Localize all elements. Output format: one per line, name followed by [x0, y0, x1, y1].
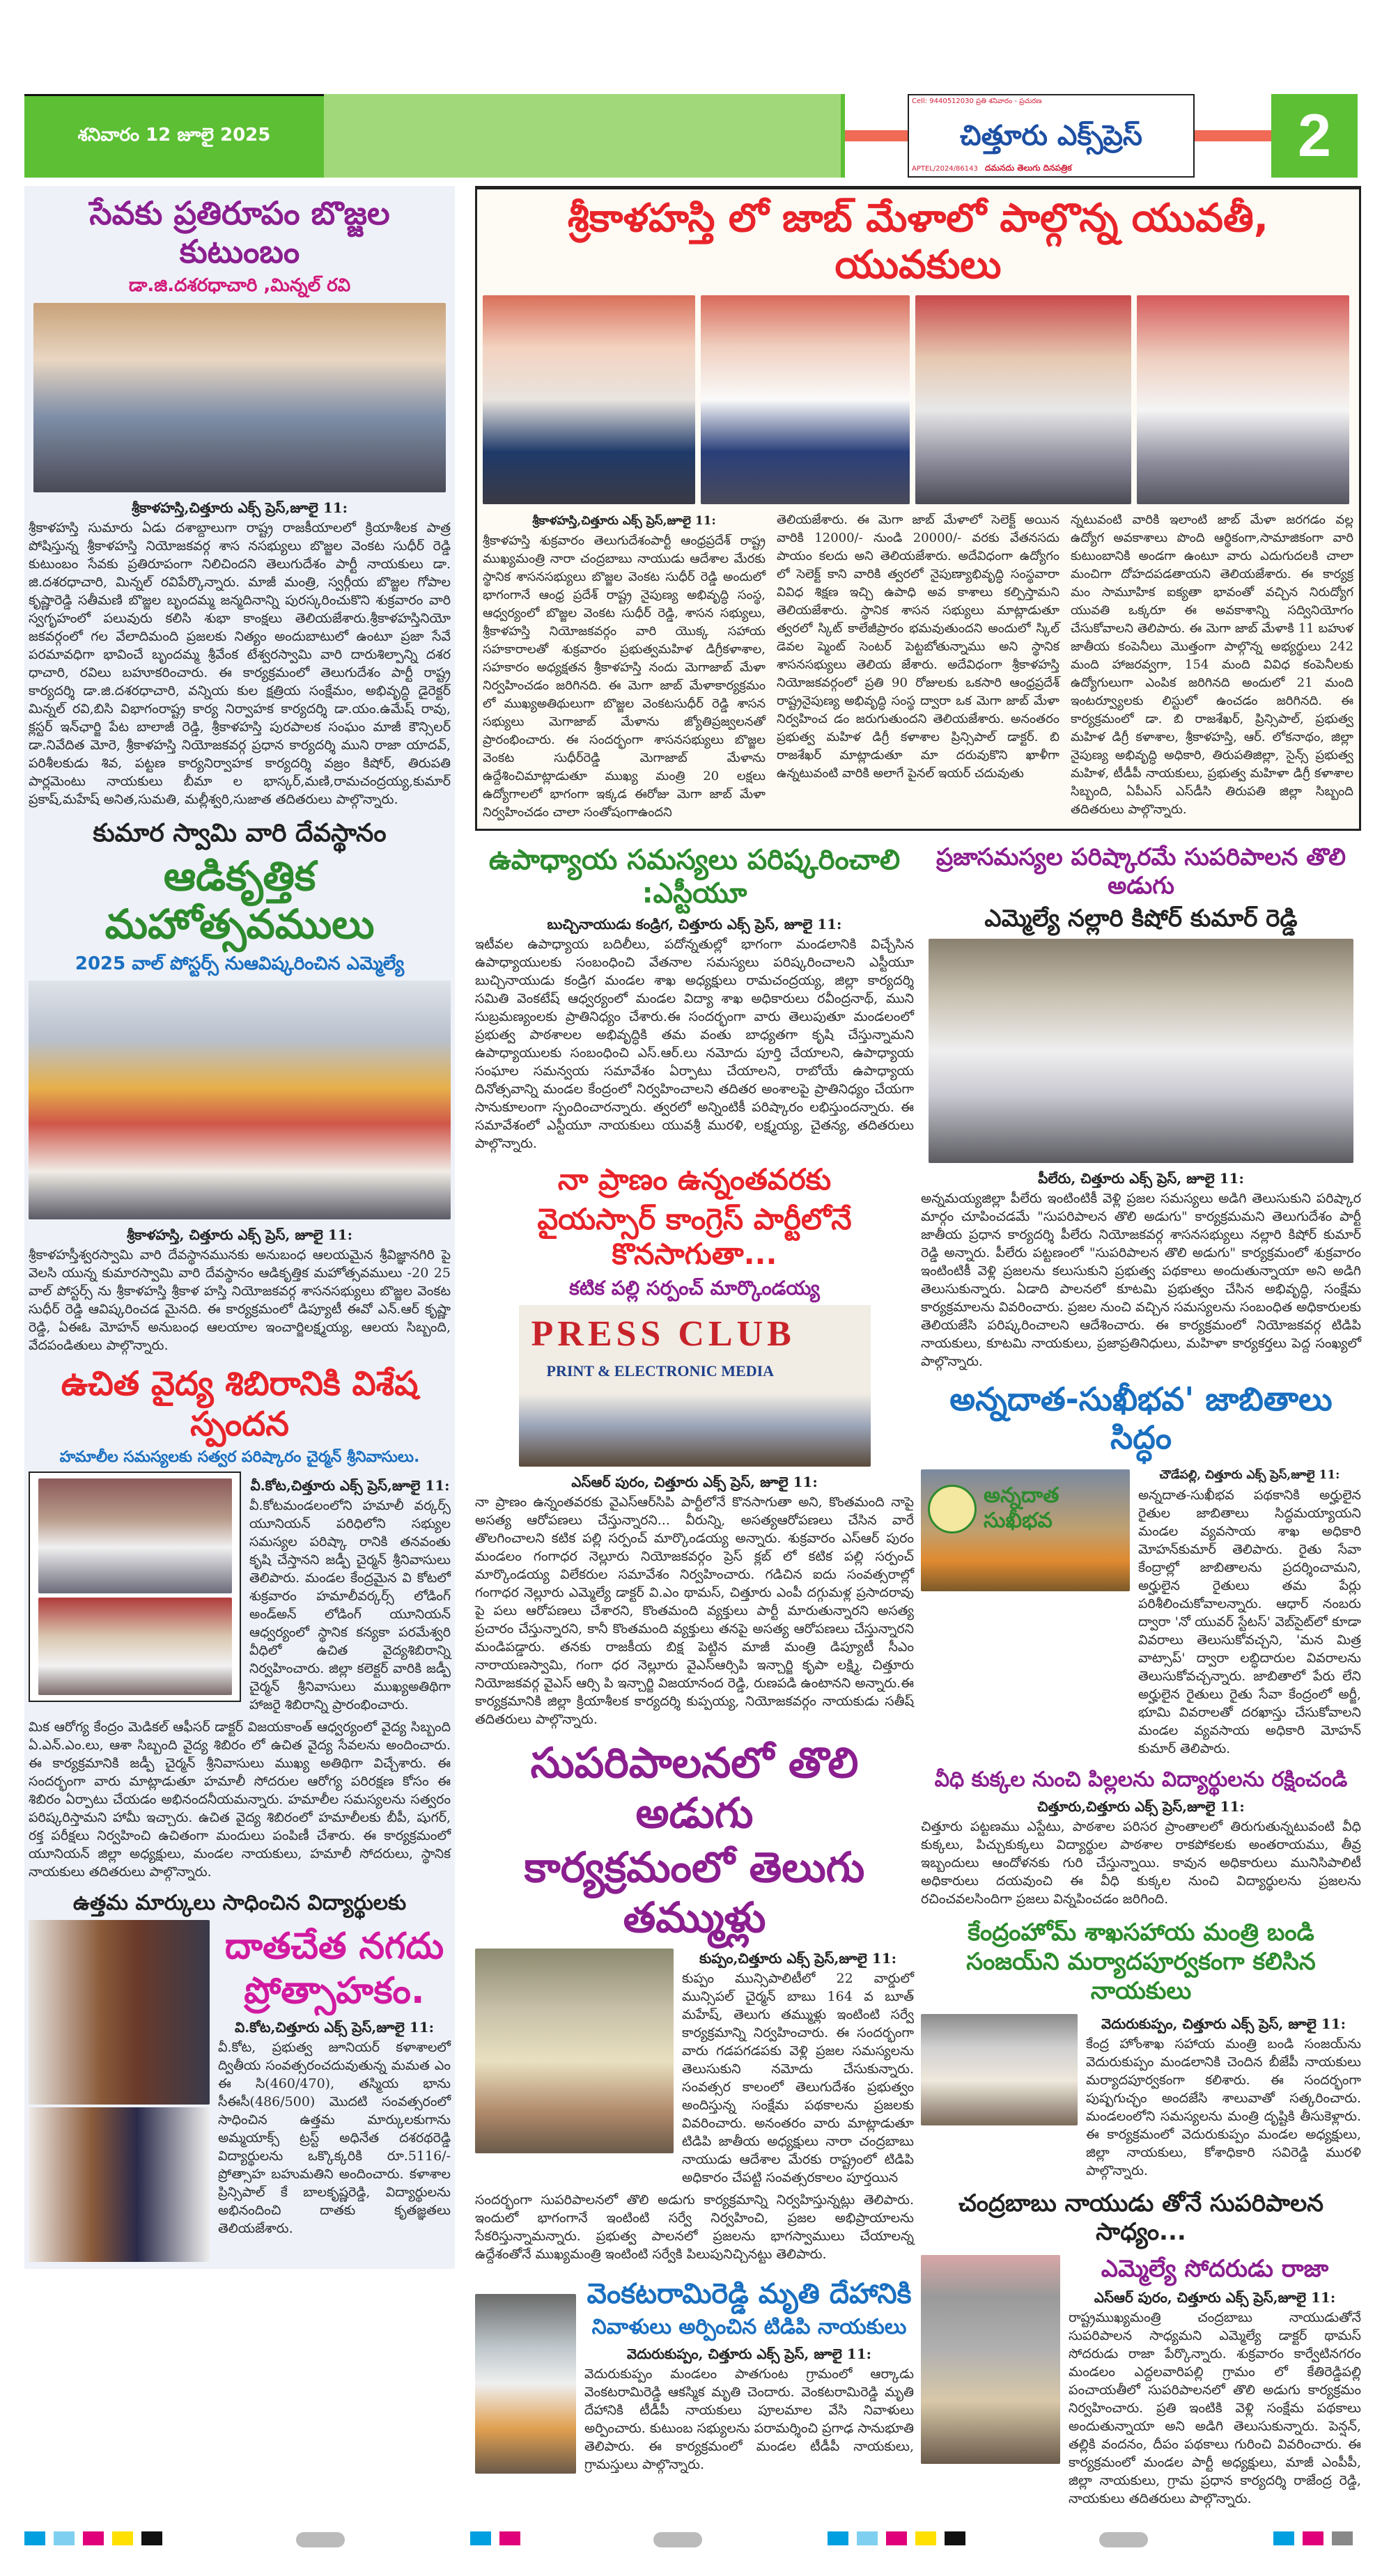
- annadata-sukhibhava-logo: [921, 1469, 1130, 1591]
- registration-marks-mid-left: [470, 2531, 529, 2548]
- dateline: వి.కోట,చిత్తూరు ఎక్స్ ప్రెస్,జూలై 11:: [235, 2018, 434, 2036]
- photo-medical-camp: [38, 1598, 232, 1695]
- kicker: ఉత్తమ మార్కులు సాధించిన విద్యార్థులకు: [72, 1890, 407, 1915]
- article-bojjala: [29, 194, 451, 809]
- photo-cheque-handover-1: [29, 1920, 210, 2105]
- right-column: [921, 839, 1361, 2517]
- article-body: వీ.కోటమండలంలోని హమాలీ వర్కర్స్ యూనియన్ పరిధిలోని సభ్యుల సమస్యల పరిష్కా రానికి తనవంతు కృషి చేస్తానని జడ్పీ చైర్మన్ శ్రీనివాసులు తెలిపారు. మండల కేంద్రమైన వి కోటలో శుక్రవారం హమాలీవర్కర్స్ లోడింగ్ అండ్అన్ లోడింగ్ యూనియన్ ఆధ్వర్యంలో స్థానిక కన్యకా పరమేశ్వరి వీధిలో ఉచిత వైద్యశిబిరాన్ని నిర్వహించారు. జిల్లా కలెక్టర్ వారికి జడ్పీ చైర్మన్ శ్రీనివాసులు ముఖ్యఅతిథిగా హాజరై శిబిరాన్ని ప్రారంభించారు.: [249, 1497, 451, 1712]
- photo-frame: [29, 1472, 241, 1702]
- logo-tagline: దమనదు తెలుగు దినపత్రిక: [984, 163, 1072, 173]
- headline: వెంకటరామిరెడ్డి మృతి దేహానికి: [587, 2278, 912, 2311]
- dateline: వీ.కోట,చిత్తూరు ఎక్స్ ప్రెస్,జూలై 11:: [250, 1476, 450, 1494]
- photo-job-mela-4: [1137, 295, 1349, 504]
- article-body-col1: శ్రీకాళహస్తి శుక్రవారం తెలుగుదేశంపార్టీ ఆంధ్రప్రదేశ్ రాష్ట్ర ముఖ్యమంత్రి నారా చంద్రబాబు నాయుడు ఆదేశాల మేరకు స్థానిక శాసనసభ్యులు బొజ్జల వెంకట సుధీర్ రెడ్డి అందులో భాగంగానే ఆంధ్ర ప్రదేశ్ రాష్ట్ర నైపుణ్య అభివృద్ధి సంస్థ, ఆధ్వర్యంలో బొజ్జల వెంకట సుధీర్ రెడ్డి, శాసన సభ్యులు, శ్రీకాళహస్తి నియోజకవర్గం వారి యొక్క సహాయ సహకారాలతో శుక్రవారం ప్రభుత్వమహిళ డిగ్రీకళాశాల, సహకారం అధ్యక్షతన శ్రీకాళహస్తి నందు మెగాజాబ్ మేళా నిర్వహించడం జరిగినది. ఈ మెగా జాబ్ మేళాకార్యక్రమం లో ముఖ్యఅతిథులుగా బొజ్జల వెంకటసుధీర్ రెడ్డి శాసన సభ్యులు మెగాజాబ్ మేళాను జ్యోతిప్రజ్వలనతో ప్రారంభించారు. ఈ సందర్భంగా శాసనసభ్యులు బొజ్జల వెంకట సుధీర్‌రెడ్డి మెగాజాబ్ మేళాను ఉద్దేశించిమాట్లాడుతూ ముఖ్య మంత్రి 20 లక్షలు ఉద్యోగాలలో భాగంగా ఇక్కడ ఈరోజు మెగా జాబ్ మేళా నిర్వహించడం చాలా సంతోషంగాఉందని: [483, 533, 766, 820]
- article-body-continued: మిక ఆరోగ్య కేంద్రం మెడికల్ ఆఫీసర్ డాక్టర్ విజయకాంత్ ఆధ్వర్యంలో వైద్య సిబ్బంది ఏ.ఎన్.ఎం.లు, ఆశా సిబ్బంది వైద్య శిబిరం లో ఉచిత వైద్య సేవలను అందించారు. ఈ కార్యక్రమానికి జడ్పీ చైర్మన్ శ్రీనివాసులు ముఖ్య అతిథిగా విచ్చేశారు. ఈ సందర్భంగా వారు మాట్లాడుతూ హమాలీ సోదరుల ఆరోగ్య పరిరక్షణ కోసం ఈ శిబిరం ఏర్పాటు చేయడం అభినందనీయమన్నారు. హమాలీల సమస్యలను సత్వరం పరిష్కరిస్తామని హామీ ఇచ్చారు. ఉచిత వైద్య శిబిరంలో హమాలీలకు బీపీ, షుగర్, రక్త పరీక్షలు నిర్వహించి ఉచితంగా మందులు పంపిణీ చేశారు. ఈ కార్యక్రమంలో యూనియన్ జిల్లా అధ్యక్షులు, మండల నాయకులు, హమాలీ సోదరులు, స్థానిక నాయకులు తదితరులు పాల్గొన్నారు.: [29, 1719, 451, 1880]
- headline-line1: సుపరిపాలనలో తొలి అడుగు: [530, 1739, 859, 1839]
- dateline: బుచ్చినాయుడు కండ్రిగ, చిత్తూరు ఎక్స్ ప్రెస్, జూలై 11:: [547, 916, 842, 933]
- kicker: కుమార స్వామి వారి దేవస్థానం: [93, 818, 387, 848]
- article-body: ఇటీవల ఉపాధ్యాయ బదిలీలు, పదోన్నతుల్లో భాగంగా మండలానికి విచ్చేసిన ఉపాధ్యాయులకు సంబంధించి వేతనాల సమస్యలు పరిష్కరించాలని ఎస్టీయూ బుచ్చినాయుడు కండ్రిగ మండల శాఖ అధ్యక్షులు రామచంద్రయ్య, జిల్లా కార్యదర్శి సమితి వెంకటేష్ ఆధ్వర్యంలో మండల విద్యా శాఖ అధికారులు రవీంద్రనాథ్, ముని సుబ్రమణ్యంలకు ప్రాతినిధ్యం చేశారు.ఈ సందర్భంగా వారు తెలుపుతూ మండలంలో ప్రభుత్వ పాఠశాలల అభివృద్ధికి తమ వంతు బాధ్యతగా కృషి చేస్తున్నామని ఉపాధ్యాయులకు సంబంధించి ఎస్.ఆర్.లు నమోదు పూర్తి చేయాలని, ఉపాధ్యాయ సంఘాల సమన్వయ సమావేశం ఏర్పాటు చేయాలని, రాబోయే ఉపాధ్యాయ దినోత్సవాన్ని మండల కేంద్రంలో నిర్వహించాలని తదితర అంశాలపై ప్రాతినిధ్యం చేయగా సానుకూలంగా స్పందించారన్నారు. త్వరలో అన్నింటికీ పరిష్కారం లభిస్తుందన్నారు. ఈ సమావేశంలో ఎస్టీయూ నాయకులు యువశ్రీ మురళి, లక్ష్మయ్య, చైతన్య, తదితరులు పాల్గొన్నారు.: [475, 937, 914, 1152]
- dateline: వెదురుకుప్పం, చిత్తూరు ఎక్స్ ప్రెస్, జూలై 11:: [1101, 2015, 1346, 2033]
- dateline: కుప్పం,చిత్తూరు ఎక్స్ ప్రెస్,జూలై 11:: [699, 1950, 897, 1967]
- article-medical-camp: [29, 1364, 451, 1881]
- article-body-col2: తెలియజేశారు. ఈ మెగా జాబ్ మేళాలో సెలెక్ట్ అయిన వారికి 12000/- నుండి 20000/- వరకు వేతనసదు పాయం కలదు అని తెలియజేశారు. అదేవిధంగా ఉద్యోగం లో సెలెక్ట్ కాని వారికి త్వరలో నైపుణ్యాభివృద్ధి సంస్థవారా వివిధ శిక్షణ ఇచ్చి ఉపాధి అవ కాశాలు కల్పిస్తామని తెలియజేశారు. స్థానిక శాసన సభ్యులు మాట్లాడుతూ త్వరలో స్కిట్ కాలేజీప్రారం భమవుతుందని అందులో స్కిల్ డెవల ప్మెంట్ సెంటర్ పెట్టబోతున్నాము అని స్థానిక శాసనసభ్యులు తెలియ జేశారు. అదేవిధంగా శ్రీకాళహస్తి నియోజకవర్గంలో ప్రతి 90 రోజులకు ఒకసారి ఆంధ్రప్రదేశ్ రాష్ట్రనైపుణ్య అభివృద్ధి సంస్థ ద్వారా ఒక మెగా జాబ్ మేళా నిర్వహించ డం జరుగుతుందని తెలియజేశారు. అనంతరం ప్రభుత్వ మహిళ డిగ్రీ కళాశాల ప్రిన్సిపాల్ డాక్టర్. బి రాజశేఖర్ మాట్లాడుతూ మా దరువుకొని ఖాళీగా ఉన్నటువంటి వారికి అలాగే పైనల్ ఇయర్ చదువుతు: [777, 513, 1059, 781]
- headline-line2: కార్యక్రమంలో తెలుగు తమ్ముళ్లు: [524, 1843, 865, 1943]
- page-number: 2: [1298, 102, 1331, 169]
- headline: ప్రజాసమస్యల పరిష్కారమే సుపరిపాలన తొలి అడుగు: [935, 843, 1346, 900]
- article-bandi-sanjay: [921, 1918, 1361, 2180]
- registration-marks-mid-right: [828, 2531, 974, 2548]
- registration-pill-1: [296, 2532, 345, 2547]
- photo-door-to-door-survey: [475, 1949, 674, 2153]
- dateline: చిత్తూరు,చిత్తూరు ఎక్స్ ప్రెస్,జూలై 11:: [1037, 1798, 1245, 1816]
- logo-registration: APTEL/2024/86143: [912, 165, 978, 173]
- article-job-mela: [475, 186, 1361, 831]
- headline: అన్నదాత-సుఖీభవ' జాబితాలు సిద్ధం: [949, 1380, 1333, 1456]
- article-chandrababu: [921, 2189, 1361, 2507]
- banner-title: PRESS CLUB: [531, 1314, 795, 1355]
- subheadline: డా.జి.దశరధాచారి ,మిన్నల్ రవి: [128, 275, 351, 297]
- headline: ఉపాధ్యాయ సమస్యలు పరిష్కరించాలి :ఎస్టీయూ: [488, 844, 901, 910]
- headline: ఆడికృత్తిక మహోత్సవములు: [104, 852, 375, 949]
- subheadline: నివాళులు అర్పించిన టిడిపి నాయకులు: [591, 2315, 907, 2340]
- article-body: నా ప్రాణం ఉన్నంతవరకు వైఎస్ఆర్‌సిపి పార్టీలోనే కొనసాగుతా అని, కొంతమంది నాపై అసత్య ఆరోపణలు చేస్తున్నారని... వీరున్ని, అసత్యఆరోపణలు చేసిన వారే తొలగించాలని కటిక పల్లి సర్పంచ్ మార్కొండయ్య అన్నారు. శుక్రవారం ఎస్ఆర్ పురం మండలం గంగాధర నెల్లూరు నియోజకవర్గం ప్రెస్ క్లబ్ లో కటిక పల్లి సర్పంచ్ మార్కొండయ్య విలేకరుల సమావేశం నిర్వహించారు. గడిచిన ఐదు సంవత్సరాల్లో గంగాధర నెల్లూరు ఎమ్మెల్యే డాక్టర్ వి.ఎం థామస్, చిత్తూరు ఎంపీ దగ్గుమళ్ల ప్రసాదరావు పై పలు ఆరోపణలు చేశారని, కొంతమంది వ్యక్తులు పార్టీ మారుతున్నారని అసత్య ప్రచారం చేస్తున్నారని, కానీ కొంతమంది వ్యక్తులు తనపై అసత్య ఆరోపణలు చేస్తున్నారని మండిపడ్డారు. తనకు రాజకీయ బిక్ష పెట్టిన మాజీ మంత్రి డిప్యూటీ సీఎం నారాయణస్వామి, గంగా ధర నెల్లూరు వైఎస్ఆర్సిపి ఇన్చార్జి కృపా లక్ష్మి, చిత్తూరు నియోజకవర్గ వైఎస్ ఆర్సి పి ఇన్చార్జి విజయానంద రెడ్డి, రుణపడి ఉంటానని అన్నారు.ఈ కార్యక్రమానికి జిల్లా క్రియాశీలక కార్యదర్శి కుప్పయ్య, నియోజకవర్గం నాయకుడు సతీష్ తదితరులు పాల్గొన్నారు.: [475, 1494, 914, 1728]
- photo-cheque-handover-2: [29, 2107, 210, 2262]
- dateline: చౌడేపల్లి, చిత్తూరు ఎక్స్ ప్రెస్,జూలై 11:: [1159, 1468, 1340, 1483]
- article-body: అన్నదాత-సుఖీభవ పథకానికి అర్హులైన రైతుల జాబితాలు సిద్ధమయ్యాయని మండల వ్యవసాయ శాఖ అధికారి మోహన్‌కుమార్ తెలిపారు. రైతు సేవా కేంద్రాల్లో జాబితాలను ప్రదర్శించామని, అర్హులైన రైతులు తమ పేర్లు పరిశీలించుకోవాలన్నారు. ఆధార్ నంబరు ద్వారా 'నో యువర్ స్టేటస్' వెబ్‌సైట్‌లో కూడా వివరాలు తెలుసుకోవచ్చని, 'మన మిత్ర వాట్సాప్' ద్వారా లబ్ధిదారుల వివరాలను తెలుసుకోవచ్చన్నారు. జాబితాలో పేరు లేని అర్హులైన రైతులు రైతు సేవా కేంద్రంలో అర్జీ, భూమి వివరాలతో దరఖాస్తు చేసుకోవాలని మండల వ్యవసాయ అధికారి మోహన్ కుమార్ తెలిపారు.: [1138, 1488, 1361, 1757]
- issue-date: శనివారం 12 జూలై 2025: [77, 124, 271, 146]
- photo-meeting-minister: [921, 2014, 1078, 2125]
- photo-job-mela-3: [915, 295, 1131, 504]
- headline: దాతచేత నగదు ప్రోత్సాహకం.: [224, 1925, 444, 2012]
- headline: ఉచిత వైద్య శిబిరానికి విశేష స్పందన: [61, 1364, 419, 1444]
- article-body: వెదురుకుప్పం మండలం పాతగుంట గ్రామంలో ఆర్కాడు వెంకటరామిరెడ్డి ఆకస్మిక మృతి చెందారు. వెంకటరామిరెడ్డి మృతి దేహానికి టీడీపీ నాయకులు పూలమాల వేసి నివాళులు అర్పించారు. కుటుంబ సభ్యులను పరామర్శించి ప్రగాఢ సానుభూతి తెలిపారు. ఈ కార్యక్రమంలో మండల టీడీపీ నాయకులు, గ్రామస్తులు పాల్గొన్నారు.: [584, 2366, 914, 2473]
- article-body: శ్రీకాళహస్తి సుమారు ఏడు దశాబ్దాలుగా రాష్ట్ర రాజకీయాలలో క్రియాశీలక పాత్ర పోషిస్తున్న శ్రీకాళహస్తి నియోజకవర్గ శాస నసభ్యులు బొజ్జల వెంకట సుధీర్ రెడ్డి కుటుంబం సేవకు ప్రతిరూపంగా నిలిచిందని తెలుగుదేశం పార్టీ నాయకులు డా. జి.దశరధాచారి, మిన్నల్ రవిపేర్కొన్నారు. మాజీ మంత్రి, స్వర్గీయ బొజ్జల గోపాల కృష్ణారెడ్డి సతీమణి బొజ్జల బృందమ్మ జన్మదినాన్ని పురస్కరించుకొని శుక్రవారం వారి స్వగృహంలో పలువురు కలిసి శుభా కాంక్షలు తెలియజేశారు.శ్రీకాళహస్తినియో జకవర్గంలో గల వేలాదిమంది ప్రజలకు నిత్యం అందుబాటులో ఉంటూ ప్రజా సేవే పరమావధిగా భావించే బృందమ్మ శ్రీవేంక టేశ్వరస్వామి వారి దారుశిల్పాన్ని దశర ధాచారి, రవిలు బహూకరించారు. ఈ కార్యక్రమంలో తెలుగుదేశం పార్టీ రాష్ట్ర కార్యదర్శి డా.జి.దశరధాచారి, వన్నియ కుల క్షత్రియ సంక్షేమం, అభివృద్ధి డైరెక్టర్ మిన్నల్ రవి,బిసి విభాగంరాష్ట్ర కార్య నిర్వాహక కార్యదర్శి డా.యం.ఉమేష్ రావు, క్లస్టర్ ఇన్‌ఛార్జి పేట బాలాజీ రెడ్డి, శ్రీకాళహస్తి పురపాలక సంఘం మాజీ కౌన్సిలర్ డా.నివేదిత మోరె, శ్రీకాళహస్తి నియోజకవర్గ ప్రధాన కార్యదర్శి ముని రాజా యాదవ్, పరిశీలకుడు శివ, పట్టణ కార్యనిర్వాహక కార్యదర్శి వజ్రం కిషోర్, తిరుపతి పార్లమెంటు నాయకులు బీమా ల భాస్కర్,మణి,రామచంద్రయ్య,కుమార్ ప్రకాష్,మహేష్ అనిత,సుమతి, మల్లీశ్వరి,సుజాత తదితరులు పాల్గొన్నారు.: [29, 520, 451, 807]
- logo-text: అన్నదాత సుఖీభవ: [984, 1483, 1059, 1533]
- article-body: శ్రీకాళహస్తీశ్వరస్వామి వారి దేవస్థానమునకు అనుబంధ ఆలయమైన శ్రీవిజ్ఞానగిరి పై వెలసి యున్న కుమారస్వామి వారి దేవస్థానం ఆడికృత్తిక మహోత్సవములు -20 25 వాల్ పోస్టర్స్ ను శ్రీకాళహస్తి శ్రీకాళ హస్తి నియోజకవర్గ శాసనసభ్యులు బొజ్జల వెంకట సుధీర్ రెడ్డి ఆవిష్కరించడ మైనది. ఈ కార్యక్రమంలో డిప్యూటీ ఈవో ఎన్.ఆర్ కృష్ణా రెడ్డి, ఏఈఓ మోహన్ అనుబంధ ఆలయాల ఇంచార్జిలక్ష్మయ్య, ఆలయ సిబ్బంది, వేదపండితులు పాల్గొన్నారు.: [29, 1247, 451, 1354]
- article-stray-dogs: [921, 1767, 1361, 1908]
- article-body: అన్నమయ్యజిల్లా పీలేరు ఇంటింటికీ వెళ్లి ప్రజల సమస్యలు అడిగి తెలుసుకుని పరిష్కార మార్గం చూపించడమే "సుపరిపాలన తొలి అడుగు" కార్యక్రమమని తెలుగుదేశం పార్టీ జాతీయ ప్రధాన కార్యదర్శి పీలేరు నియోజకవర్గ శాసనసభ్యులు నల్లారి కిషోర్ కుమార్ రెడ్డి అన్నారు. పీలేరు పట్టణంలో "సుపరిపాలన తొలి అడుగు" కార్యక్రమంలో శుక్రవారం ఇంటింటికీ వెళ్లి ప్రజలను కలుసుకుని ప్రభుత్వ పథకాలు అందుతున్నాయా అని అడిగి తెలుసుకున్నారు. ఏడాది పాలనలో కూటమి ప్రభుత్వం చేసిన అభివృద్ధి, సంక్షేమ కార్యక్రమాలను వివరించారు. ప్రజల నుంచి వచ్చిన సమస్యలను సంబంధిత అధికారులకు తెలియజేసి పరిష్కరించాలని ఆదేశించారు. ఈ కార్యక్రమంలో నియోజకవర్గ టిడిపి నాయకులు, కూటమి నాయకులు, ప్రజాప్రతినిధులు, మహిళా కార్యకర్తలు పెద్ద సంఖ్యలో పాల్గొన్నారు.: [921, 1190, 1361, 1369]
- registration-pill-3: [1099, 2532, 1148, 2547]
- state-emblem-icon: [928, 1485, 977, 1533]
- subheadline: హమాలీల సమస్యలకు సత్వర పరిష్కారం చైర్మన్ శ్రీనివాసులు.: [59, 1449, 420, 1467]
- subheadline: ఎమ్మెల్యే సోదరుడు రాజా: [1101, 2254, 1329, 2283]
- photo-pileru-visit: [929, 939, 1353, 1163]
- masthead-logo: [908, 94, 1195, 178]
- article-body: చిత్తూరు పట్టణము ఎస్టేటు, పాఠశాల పరిసర ప్రాంతాలలో తిరుగుతున్నటువంటి వీధి కుక్కలు, పిచ్చుకుక్కలు విద్యార్థుల పాఠశాల రాకపోకలకు అంతరాయము, తీవ్ర ఇబ్బందులు ఆందోళనకు గురి చేస్తున్నాయి. కావున అధికారులు మునిసిపాలిటీ అధికారులు దయవుంచి ఈ వీధి కుక్కల నుంచి విద్యార్థులను ప్రజలను రచించవలసిందిగా ప్రజలు విన్నపించడం జరిగింది.: [921, 1819, 1361, 1907]
- masthead-header: [24, 94, 1361, 178]
- headline: వీధి కుక్కల నుంచి పిల్లలను విద్యార్థులను రక్షించండి: [934, 1767, 1348, 1793]
- logo-title: చిత్తూరు ఎక్స్‌ప్రెస్: [959, 119, 1143, 152]
- article-body: కేంద్ర హోంశాఖ సహాయ మంత్రి బండి సంజయ్‌ను వెదురుకుప్పం మండలానికి చెందిన బీజేపీ నాయకులు మర్యాదపూర్వకంగా కలిశారు. ఈ సందర్భంగా పుష్పగుచ్ఛం అందజేసి శాలువాతో సత్కరించారు. మండలంలోని సమస్యలను మంత్రి దృష్టికి తీసుకెళ్లారు. ఈ కార్యక్రమంలో వెదురుకుప్పం మండల అధ్యక్షులు, జిల్లా నాయకులు, కోశాధికారి సవిరెడ్డి మురళి పాల్గొన్నారు.: [1086, 2036, 1361, 2179]
- photo-sr-puram-visit: [921, 2255, 1060, 2464]
- divider-left: [845, 130, 908, 141]
- article-body-col3: న్నటువంటి వారికి ఇలాంటి జాబ్ మేళా జరగడం వల్ల ఉద్యోగ అవకాశాలు పొంది ఆర్థికంగా,సామాజికంగా వారి కుటుంబానికి అండగా ఉంటూ వారు ఎదుగుదలకి చాలా మంచిగా దోహదపడతాయని తెలియజేశారు. ఈ కార్యక్ర మం సామూహిక ఐక్యతా భావంతో వచ్చిన నిరుద్యోగ యువతి ఒక్కరూ ఈ అవకాశాన్ని సద్వినియోగం చేసుకోవాలని తెలిపారు. ఈ మెగా జాబ్ మేళాకి 11 బహుళ జాతీయ కంపెనీలు మొత్తంగా పాల్గొన్న అభ్యర్థులు 242 మంది హాజరవ్వగా, 154 మంది వివిధ కంపెనీలకు ఉద్యోగులుగా ఎంపిక జరిగినది అందులో 21 మంది ఇంటర్వ్యూలకు లిస్టులో ఉంచడం జరిగినది. ఈ కార్యక్రమంలో డా. బి రాజశేఖర్, ప్రిన్సిపాల్, ప్రభుత్వ మహిళ డిగ్రీ కళాశాల, శ్రీకాళహస్తి, ఆర్. లోకనాథం, జిల్లా నైపుణ్య అభివృద్ధి అధికారి, తిరుపతిజిల్లా, సైన్స్ ప్రభుత్వ మహిళ, టీడీపీ నాయకులు, ప్రభుత్వ మహిళా డిగ్రీ కళాశాల సిబ్బంది, ఏపీఎస్ ఎస్‌డీసి తిరుపతి జిల్లా సిబ్బంది తదితరులు పాల్గొన్నారు.: [1071, 513, 1353, 818]
- headline-line2: వైయస్సార్ కాంగ్రెస్ పార్టీలోనే కొనసాగుతా...: [537, 1201, 852, 1272]
- dateline: వెదురుకుప్పం, చిత్తూరు ఎక్స్ ప్రెస్, జూలై 11:: [627, 2345, 871, 2363]
- article-body-continued: సందర్భంగా సుపరిపాలనలో తొలి అడుగు కార్యక్రమాన్ని నిర్వహిస్తున్నట్లు తెలిపారు. ఇందులో భాగంగానే ఇంటింటి సర్వే నిర్వహించి, ప్రజల అభిప్రాయాలను సేకరిస్తున్నామన్నారు. ప్రభుత్వ పాలనలో ప్రజలను భాగస్వాములు చేయాలన్న ఉద్దేశంతోనే ముఖ్యమంత్రి ఇంటింటి సర్వేకి పిలుపునిచ్చినట్టు తెలిపారు.: [475, 2192, 914, 2263]
- registration-marks-right: [1273, 2531, 1361, 2548]
- dateline: పీలేరు, చిత్తూరు ఎక్స్ ప్రెస్, జూలై 11:: [1038, 1169, 1244, 1187]
- left-column: [24, 186, 455, 2269]
- headline: కేంద్రంహోమ్ శాఖసహాయ మంత్రి బండి సంజయ్‌ని మర్యాదపూర్వకంగా కలిసిన నాయకులు: [966, 1919, 1316, 2006]
- headline: శ్రీకాళహస్తి లో జాబ్ మేళాలో పాల్గొన్న యువతీ, యువకులు: [567, 196, 1269, 288]
- photo-job-mela-1: [483, 295, 695, 504]
- photo-union-members: [38, 1478, 232, 1593]
- article-kumaraswamy: [29, 818, 451, 1355]
- photo-wall-poster-release: [29, 981, 451, 1219]
- registration-strip: [24, 2531, 1361, 2548]
- article-body: రాష్ట్రముఖ్యమంత్రి చంద్రబాబు నాయుడుతోనే సుపరిపాలన సాధ్యమని ఎమ్మెల్యే డాక్టర్ థామస్ సోదరుడు రాజా పేర్కొన్నారు. శుక్రవారం కార్వేటినగరం మండలం ఎద్దలవారిపల్లి గ్రామం లో కేతిరెడ్డిపల్లి పంచాయతీలో సుపరిపాలనలో తొలి అడుగు కార్యక్రమం నిర్వహించారు. ప్రతి ఇంటికి వెళ్లి సంక్షేమ పథకాలు అందుతున్నాయా అని అడిగి తెలుసుకున్నారు. పెన్షన్, తల్లికి వందనం, దీపం పథకాలు గురించి వివరించారు. ఈ కార్యక్రమంలో మండల పార్టీ అధ్యక్షులు, మాజీ ఎంపీపీ, జిల్లా నాయకులు, గ్రామ ప్రధాన కార్యదర్శి రాజేంద్ర రెడ్డి, నాయకులు తదితరులు పాల్గొన్నారు.: [1069, 2309, 1361, 2506]
- dateline: శ్రీకాళహస్తి,చిత్తూరు ఎక్స్ ప్రెస్,జూలై 11:: [532, 514, 716, 529]
- middle-column: [475, 839, 914, 2483]
- article-ysrcp: [475, 1162, 914, 1728]
- dateline: శ్రీకాళహస్తి, చిత్తూరు ఎక్స్ ప్రెస్, జూలై 11:: [126, 1226, 352, 1244]
- registration-marks-left: [24, 2531, 171, 2548]
- article-tdp-kuppam: [475, 1738, 914, 2263]
- date-bar-extension: [324, 94, 845, 178]
- logo-contact: Cell: 9440512030 ప్రతి శనివారం - ప్రచురణ: [912, 97, 1042, 105]
- page-number-box: [1271, 94, 1358, 178]
- divider-right: [1195, 130, 1271, 141]
- article-cash-incentive: [29, 1891, 451, 2262]
- photo-bojjala-celebration: [33, 303, 446, 492]
- article-body: వీ.కోట, ప్రభుత్వ జూనియర్ కళాశాలలో ద్వితీయ సంవత్సరంచదువుతున్న మమత ఎం ఈ సి(460/470), తస్మియ భాను సీఈసీ(486/500) మొదటి సంవత్సరంలో సాధించిన ఉత్తమ మార్కులకుగాను అమ్మయాక్స్ ట్రస్ట్ అధినేత దశరథరెడ్డి విద్యార్థులను ఒక్కొక్కరికి రూ.5116/- ప్రోత్సాహ బహుమతిని అందించారు. కళాశాల ప్రిన్సిపాల్ కే బాలకృష్ణరెడ్డి, విద్యార్థులను అభినందించి దాతకు కృతజ్ఞతలు తెలియజేశారు.: [218, 2039, 451, 2236]
- article-venkatarami-reddy: [475, 2273, 914, 2474]
- subheadline: కటిక పల్లి సర్పంచ్ మార్కొండయ్య: [569, 1276, 820, 1299]
- subheadline: ఎమ్మెల్యే నల్లారి కిషోర్ కుమార్ రెడ్డి: [984, 904, 1298, 932]
- headline-line1: నా ప్రాణం ఉన్నంతవరకు: [557, 1162, 832, 1197]
- headline: సేవకు ప్రతిరూపం బొజ్జల కుటుంబం: [89, 194, 390, 271]
- headline: చంద్రబాబు నాయుడు తోనే సుపరిపాలన సాధ్యం...: [958, 2189, 1324, 2246]
- dateline: శ్రీకాళహస్తి,చిత్తూరు ఎక్స్ ప్రెస్,జూలై 11:: [131, 499, 348, 516]
- banner-subtitle: PRINT & ELECTRONIC MEDIA: [546, 1362, 775, 1380]
- dateline: ఎస్ఆర్ పురం, చిత్తూరు ఎక్స్ ప్రెస్, జూలై 11:: [571, 1474, 818, 1491]
- article-nallari: [921, 843, 1361, 1370]
- photo-press-club: [519, 1305, 871, 1467]
- subheadline: 2025 వాల్ పోస్టర్స్ నుఆవిష్కరించిన ఎమ్మెల్యే: [75, 953, 405, 974]
- article-body: కుప్పం మున్సిపాలిటీలో 22 వార్డులో మున్సిపల్ చైర్మన్ బాబు 164 వ బూత్ మహేష్, తెలుగు తమ్ముళ్లు ఇంటింటి సర్వే కార్యక్రమాన్ని నిర్వహించారు. ఈ సందర్భంగా వారు గడపగడపకు వెళ్లి ప్రజల సమస్యలను తెలుసుకుని నమోదు చేసుకున్నారు. సంవత్సర కాలంలో తెలుగుదేశం ప్రభుత్వం అందిస్తున్న సంక్షేమ పథకాలను ప్రజలకు వివరించారు. అనంతరం వారు మాట్లాడుతూ టిడిపి జాతీయ అధ్యక్షులు నారా చంద్రబాబు నాయుడు ఆదేశాల మేరకు రాష్ట్రంలో టిడిపి అధికారం చేపట్టి సంవత్సరకాలం పూర్తయిన: [682, 1971, 914, 2186]
- article-annadata: [921, 1380, 1361, 1758]
- photo-tribute: [475, 2294, 576, 2474]
- date-bar: [24, 94, 324, 178]
- dateline: ఎస్ఆర్ పురం, చిత్తూరు ఎక్స్ ప్రెస్,జూలై 11:: [1094, 2288, 1336, 2306]
- article-stu: [475, 843, 914, 1153]
- registration-pill-2: [653, 2532, 702, 2547]
- photo-job-mela-2: [701, 295, 910, 504]
